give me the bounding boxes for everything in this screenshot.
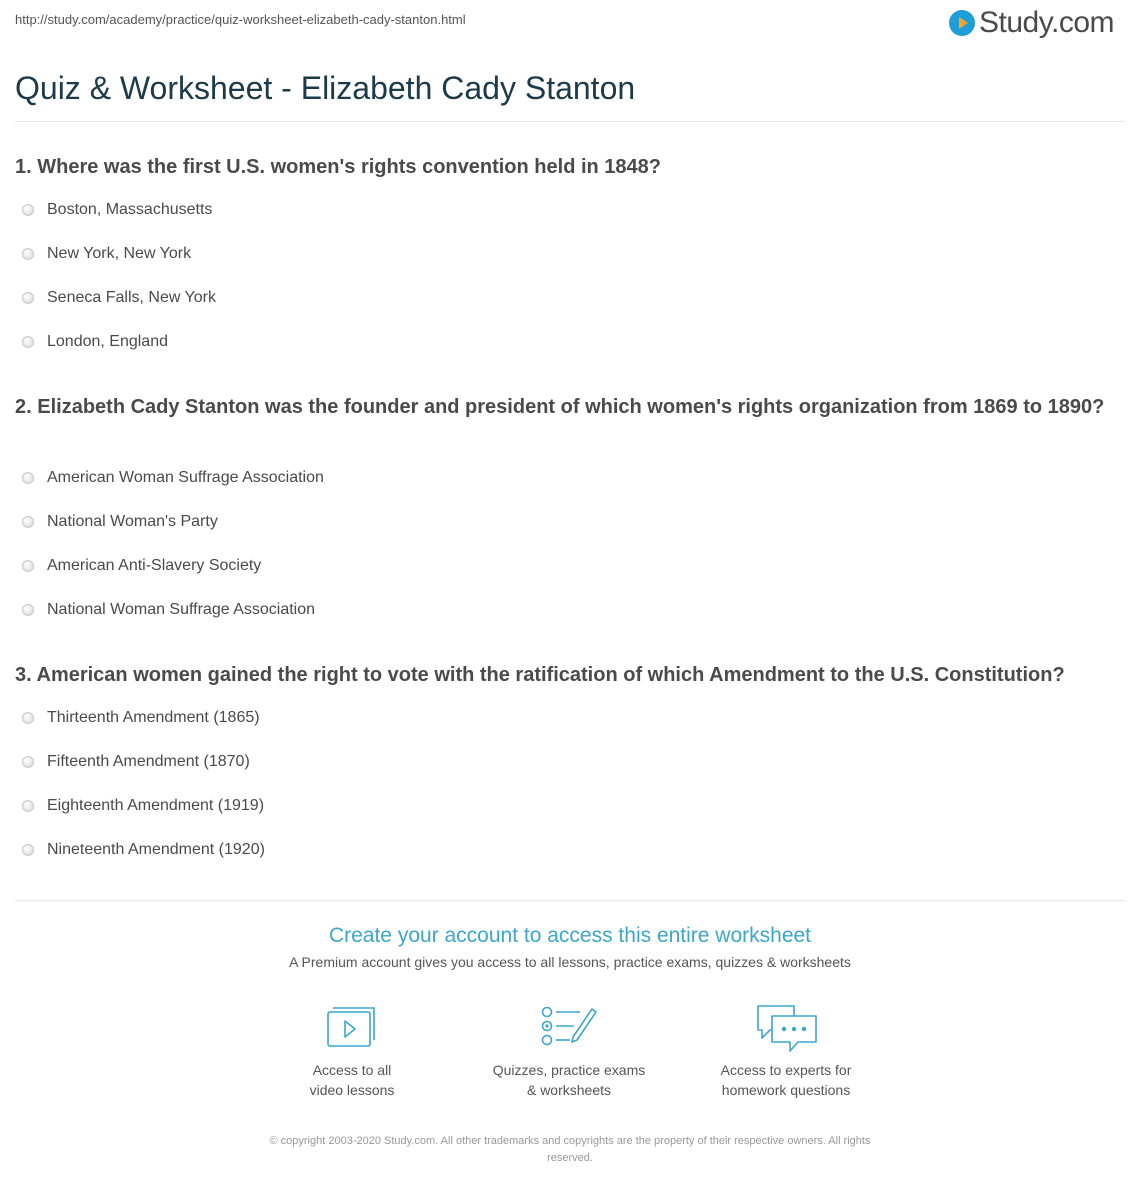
feature-line: Access to all [312, 1062, 392, 1078]
option-2d[interactable] [22, 598, 315, 622]
radio-button[interactable] [22, 560, 34, 572]
option-3b[interactable] [22, 750, 250, 774]
option-label: Nineteenth Amendment (1920) [47, 841, 265, 858]
cta-subtitle: A Premium account gives you access to all lessons, practice exams, quizzes & worksheets [289, 954, 851, 970]
radio-button[interactable] [22, 472, 34, 484]
copyright-line: reserved. [547, 1152, 593, 1164]
feature-line: Access to experts for [720, 1062, 852, 1078]
page-title: Quiz & Worksheet - Elizabeth Cady Stanton [15, 70, 636, 106]
logo-text: Study.com [979, 6, 1114, 39]
option-label: New York, New York [47, 245, 192, 262]
option-label: Eighteenth Amendment (1919) [47, 797, 265, 814]
quiz-checklist-icon [540, 1004, 598, 1048]
divider [15, 900, 1125, 901]
question-3: 3. American women gained the right to vote with the ratification of which Amendment to the U.S. Constitution? [15, 664, 1065, 686]
option-2a[interactable] [22, 466, 324, 490]
copyright [215, 1133, 925, 1167]
feature-experts [686, 1004, 886, 1100]
feature-video-lessons [252, 1004, 452, 1100]
option-2c[interactable] [22, 554, 261, 578]
option-label: London, England [47, 333, 168, 350]
radio-button[interactable] [22, 844, 34, 856]
radio-button[interactable] [22, 712, 34, 724]
feature-line: Quizzes, practice exams [492, 1062, 646, 1078]
option-3a[interactable] [22, 706, 260, 730]
radio-button[interactable] [22, 248, 34, 260]
question-1: 1. Where was the first U.S. women's rights convention held in 1848? [15, 156, 662, 178]
feature-line: & worksheets [526, 1082, 612, 1098]
page-url[interactable]: http://study.com/academy/practice/quiz-worksheet-elizabeth-cady-stanton.html [15, 12, 466, 27]
play-circle-icon [949, 10, 975, 36]
option-label: Thirteenth Amendment (1865) [47, 709, 260, 726]
option-2b[interactable] [22, 510, 218, 534]
option-3c[interactable] [22, 794, 264, 818]
option-1d[interactable] [22, 330, 168, 354]
option-label: National Woman's Party [47, 513, 218, 530]
radio-button[interactable] [22, 604, 34, 616]
chat-bubbles-icon [754, 1004, 818, 1054]
radio-button[interactable] [22, 800, 34, 812]
option-label: National Woman Suffrage Association [47, 601, 316, 618]
cta-title[interactable]: Create your account to access this entire worksheet [328, 924, 812, 947]
radio-button[interactable] [22, 516, 34, 528]
feature-line: homework questions [721, 1082, 851, 1098]
option-1c[interactable] [22, 286, 216, 310]
radio-button[interactable] [22, 756, 34, 768]
question-2: 2. Elizabeth Cady Stanton was the founder and president of which women's rights organization from 1869 to 1890? [15, 396, 1105, 418]
option-label: American Anti-Slavery Society [47, 557, 262, 574]
copyright-line: © copyright 2003-2020 Study.com. All other trademarks and copyrights are the property of their respective owners. All rights [269, 1135, 871, 1147]
option-label: Boston, Massachusetts [47, 201, 213, 218]
option-1b[interactable] [22, 242, 191, 266]
video-lessons-icon [326, 1004, 378, 1048]
feature-line: video lessons [309, 1082, 395, 1098]
feature-quizzes [469, 1004, 669, 1100]
option-1a[interactable] [22, 198, 212, 222]
radio-button[interactable] [22, 292, 34, 304]
top-bar [0, 0, 1140, 48]
option-label: American Woman Suffrage Association [47, 469, 324, 486]
option-label: Seneca Falls, New York [47, 289, 216, 306]
radio-button[interactable] [22, 204, 34, 216]
study-logo[interactable] [949, 6, 1114, 40]
option-3d[interactable] [22, 838, 265, 862]
radio-button[interactable] [22, 336, 34, 348]
option-label: Fifteenth Amendment (1870) [47, 753, 250, 770]
divider [15, 121, 1125, 122]
